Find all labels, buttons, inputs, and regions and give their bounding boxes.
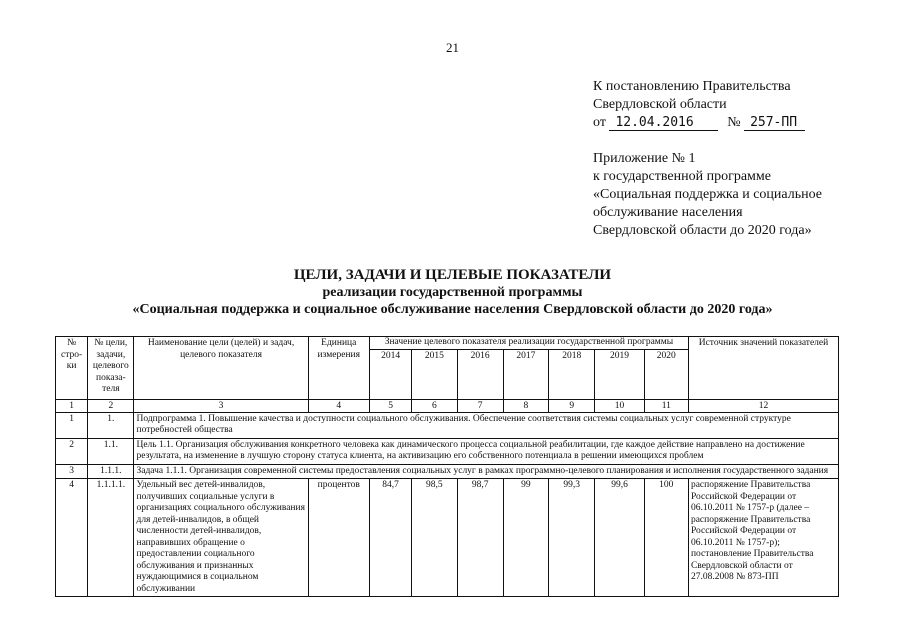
decree-line-1: К постановлению Правительства: [593, 79, 791, 94]
column-number: 12: [688, 399, 838, 412]
header-year: 2016: [457, 349, 503, 399]
table-row: [56, 412, 839, 438]
row-number: 4: [56, 479, 88, 597]
column-number: 7: [457, 399, 503, 412]
column-number: 8: [503, 399, 548, 412]
appendix-line-4: обслуживание населения: [593, 205, 743, 220]
row-number: 3: [56, 464, 88, 479]
column-number-row: [56, 399, 839, 412]
column-number: 2: [88, 399, 134, 412]
header-year: 2017: [503, 349, 548, 399]
page-number: 21: [446, 40, 459, 55]
targets-table: [55, 336, 839, 597]
header-row-no: № стро-ки: [56, 337, 88, 400]
column-number: 5: [369, 399, 411, 412]
indicator-value: 100: [644, 479, 688, 597]
column-number: 9: [549, 399, 595, 412]
title-line-3: «Социальная поддержка и социальное обслуживание населения Свердловской области до 2020 года»: [132, 302, 773, 317]
column-number: 4: [308, 399, 369, 412]
indicator-value: 99,6: [595, 479, 644, 597]
goal-number: 1.1.: [88, 438, 134, 464]
decree-number: 257-ПП: [744, 115, 805, 131]
decree-date: 12.04.2016: [609, 115, 717, 131]
decree-number-prefix: №: [727, 115, 741, 130]
indicator-value: 99,3: [549, 479, 595, 597]
header-year: 2015: [412, 349, 457, 399]
goal-number: 1.1.1.1.: [88, 479, 134, 597]
appendix-reference: [593, 150, 822, 240]
header-year: 2018: [549, 349, 595, 399]
decree-date-line: [593, 114, 805, 132]
indicator-source: распоряжение Правительства Российской Федерации от 06.10.2011 № 1757-р (далее – распоряжение Правительства Российской Федерации от 06.10.2011 № 1757-р); постановление Правительства Свердловской области от 27.08.2008 № 873-ПП: [688, 479, 838, 597]
appendix-line-3: «Социальная поддержка и социальное: [593, 187, 822, 202]
indicator-row: [56, 479, 839, 597]
appendix-line-2: к государственной программе: [593, 169, 771, 184]
decree-date-prefix: от: [593, 115, 606, 130]
column-number: 1: [56, 399, 88, 412]
indicator-value: 98,7: [457, 479, 503, 597]
appendix-line-5: Свердловской области до 2020 года»: [593, 223, 812, 238]
indicator-value: 99: [503, 479, 548, 597]
goal-number: 1.1.1.: [88, 464, 134, 479]
column-number: 10: [595, 399, 644, 412]
table-row: [56, 464, 839, 479]
table-header-row: [56, 337, 839, 350]
indicator-value: 84,7: [369, 479, 411, 597]
column-number: 3: [134, 399, 308, 412]
table-row: [56, 438, 839, 464]
header-unit: Единица измерения: [308, 337, 369, 400]
column-number: 11: [644, 399, 688, 412]
title-line-2: реализации государственной программы: [322, 285, 583, 300]
appendix-line-1: Приложение № 1: [593, 151, 696, 166]
header-year: 2020: [644, 349, 688, 399]
title-line-1: ЦЕЛИ, ЗАДАЧИ И ЦЕЛЕВЫЕ ПОКАЗАТЕЛИ: [293, 267, 612, 283]
goal-text: Цель 1.1. Организация обслуживания конкретного человека как динамического процесса социальной реабилитации, где каждое действие направлено на достижение результата, на изменение в лучшую сторону статуса клиента, на активизацию его собственного потенциала в решении имеющихся проблем: [134, 438, 839, 464]
header-source: Источник значений показателей: [688, 337, 838, 400]
row-number: 1: [56, 412, 88, 438]
header-name: Наименование цели (целей) и задач, целевого показателя: [134, 337, 308, 400]
indicator-name: Удельный вес детей-инвалидов, получивших социальные услуги в организациях социального обслуживания для детей-инвалидов, в общей численности детей-инвалидов, направивших обращение о предоставлении социального обслуживания и признанных нуждающимися в социальном обслуживании: [134, 479, 308, 597]
decree-reference: [593, 78, 805, 132]
column-number: 6: [412, 399, 457, 412]
header-year: 2019: [595, 349, 644, 399]
decree-line-2: Свердловской области: [593, 97, 727, 112]
header-year: 2014: [369, 349, 411, 399]
task-text: Задача 1.1.1. Организация современной системы предоставления социальных услуг в рамках программно-целевого планирования и исполнения государственного задания: [134, 464, 839, 479]
row-number: 2: [56, 438, 88, 464]
indicator-value: 98,5: [412, 479, 457, 597]
goal-number: 1.: [88, 412, 134, 438]
header-goal-no: № цели, задачи, целевого показа-теля: [88, 337, 134, 400]
document-title: [0, 266, 905, 318]
indicator-unit: процентов: [308, 479, 369, 597]
subprogram-text: Подпрограмма 1. Повышение качества и доступности социального обслуживания. Обеспечение соответствия системы социальных услуг современной структуре потребностей общества: [134, 412, 839, 438]
header-values-group: Значение целевого показателя реализации государственной программы: [369, 337, 688, 350]
